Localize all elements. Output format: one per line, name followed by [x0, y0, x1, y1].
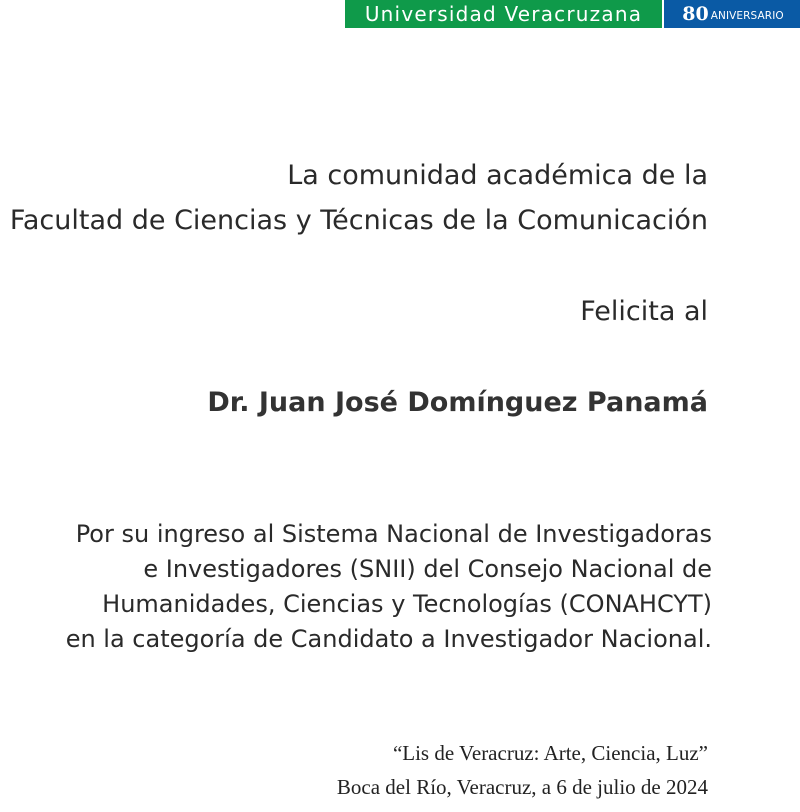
- motto: “Lis de Veracruz: Arte, Ciencia, Luz”: [392, 741, 708, 765]
- reason-text: [66, 517, 712, 657]
- reason-line: e Investigadores (SNII) del Consejo Nacional de: [143, 555, 712, 583]
- honoree-line: Dr. Juan José Domínguez Panamá: [207, 387, 708, 418]
- honoree-name: [207, 381, 708, 425]
- reason-line: Humanidades, Ciencias y Tecnologías (CONAHCYT): [102, 590, 712, 618]
- anniversary-badge: [664, 0, 800, 28]
- reason-line: en la categoría de Candidato a Investigador Nacional.: [65, 625, 712, 653]
- university-badge: Universidad Veracruzana: [345, 0, 662, 28]
- anniversary-label: ANIVERSARIO: [710, 10, 784, 22]
- felicita-line: Felicita al: [580, 296, 708, 327]
- felicita-text: [580, 292, 708, 332]
- place-date: Boca del Río, Veracruz, a 6 de julio de 2024: [336, 775, 708, 799]
- anniversary-number: 80: [682, 3, 709, 25]
- intro-text: [10, 153, 708, 243]
- reason-line: Por su ingreso al Sistema Nacional de Investigadoras: [75, 520, 712, 548]
- closing-text: [337, 736, 708, 804]
- intro-line: La comunidad académica de la: [287, 160, 708, 191]
- header-bar: [345, 0, 800, 28]
- intro-line: Facultad de Ciencias y Técnicas de la Comunicación: [9, 205, 708, 236]
